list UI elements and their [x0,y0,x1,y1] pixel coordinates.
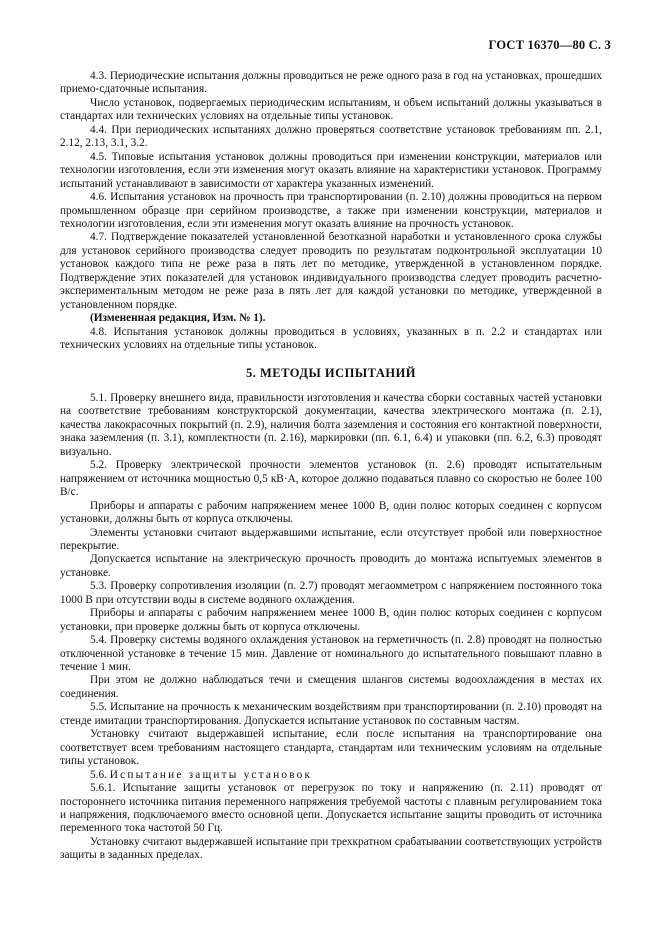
paragraph: Элементы установки считают выдержавшими испытание, если отсутствует пробой или поверхностное перекрытие. [60,526,602,552]
paragraph-4-4: 4.4. При периодических испытаниях должно проверяться соответствие установок требованиям пп. 2.1, 2.12, 2.13, 3.1, 3.2. [60,123,602,150]
paragraph-4-5: 4.5. Типовые испытания установок должны проводиться при изменении конструкции, материалов или технологии изготовления, если эти изменения могут оказать влияние на характеристики установок. Программу испытаний устанавливают в зависимости от характера указанных изменений. [60,150,602,190]
paragraph: При этом не должно наблюдаться течи и смещения шлангов системы водоохлаждения в местах их соединения. [60,674,602,700]
paragraph-4-6: 4.6. Испытания установок на прочность при транспортировании (п. 2.10) должны проводиться на первом промышленном образце при серийном производстве, а также при изменении конструкции, материалов и технологии изготовления, если эти изменения могут оказать влияние на прочность установок. [60,191,602,230]
paragraph-5-6-1: 5.6.1. Испытание защиты установок от перегрузок по току и напряжению (п. 2.11) проводят от постороннего источника питания переменного напряжения требуемой частоты с плавным регулированием тока и напряжения, подключаемого вместо основной цепи. Допускается испытание защиты проводить от источника переменного тока частотой 50 Гц. [60,782,602,835]
paragraph-4-8: 4.8. Испытания установок должны проводиться в условиях, указанных в п. 2.2 и стандартах или технических условиях на отдельные типы установок. [60,325,602,352]
paragraph-5-3: 5.3. Проверку сопротивления изоляции (п. 2.7) проводят мегаомметром с напряжением постоянного тока 1000 В при отсутствии воды в системе водяного охлаждения. [60,580,602,606]
paragraph: Установку считают выдержавшей испытание при трехкратном срабатывании соответствующих устройств защиты в заданных пределах. [60,835,602,862]
paragraph-5-2: 5.2. Проверку электрической прочности элементов установок (п. 2.6) проводят испытательным напряжением от источника мощностью 0,5 кВ·А, которое должно подаваться плавно со скоростью не более 100 В/с. [60,459,602,499]
section-heading: 5. МЕТОДЫ ИСПЫТАНИЙ [245,365,417,380]
paragraph-5-1: 5.1. Проверку внешнего вида, правильности изготовления и качества сборки составных частей установки на соответствие требованиям конструкторской документации, качества электрического монтажа (п. 2.1), качества лакокрасочных покрытий (п. 2.9), наличия болта заземления и состояния его контактной поверхности, знака заземления (п. 3.1), комплектности (п. 2.16), маркировки (пп. 6.1, 6.4) и упаковки (пп. 6.2, 6.3) проводят визуально. [60,391,602,458]
subsection-heading [60,769,602,782]
paragraph-5-4: 5.4. Проверку системы водяного охлаждения установок на герметичность (п. 2.8) проводят на полностью отключенной установке в течение 15 мин. Давление от номинального до испытательного повышают плавно в течение 1 мин. [60,634,602,674]
paragraph: Приборы и аппараты с рабочим напряжением менее 1000 В, один полюс которых соединен с корпусом установки, должны быть от корпуса отключены. [60,499,602,526]
paragraph: Установку считают выдержавшей испытание, если после испытания на транспортирование она соответствует всем требованиям настоящего стандарта, стандартам или техническим условиям на отдельные типы установок. [60,728,602,768]
paragraph: Приборы и аппараты с рабочим напряжением менее 1000 В, один полюс которых соединен с корпусом установки, при проверке должны быть от корпуса отключены. [60,607,602,633]
running-header: ГОСТ 16370—80 С. 3 [488,38,611,52]
page-body [60,70,602,863]
amendment-note: (Измененная редакция, Изм. № 1). [90,312,266,325]
paragraph-4-7: 4.7. Подтверждение показателей установленной безотказной наработки и установленного срока службы для установок серийного производства следует проводить по результатам подконтрольной эксплуатации 10 установок каждого типа не реже раза в пять лет по методике, утвержденной в установленном порядке. Подтверждение этих показателей для установок индивидуального производства следует проводить расчетно-экспериментальным методом не реже раза в пять лет для каждой установки по методике, утвержденной в установленном порядке. [60,231,602,311]
paragraph: Допускается испытание на электрическую прочность проводить до монтажа испытуемых элементов в установке. [60,553,602,579]
subsection-title: Испытание защиты установок [109,768,313,781]
subsection-number: 5.6. [90,768,107,781]
paragraph-5-5: 5.5. Испытание на прочность к механическим воздействиям при транспортировании (п. 2.10) проводят на стенде имитации транспортирования. Допускается испытание установок по составным частям. [60,701,602,727]
paragraph-4-3: 4.3. Периодические испытания должны проводиться не реже одного раза в год на установках, прошедших приемо-сдаточные испытания. [60,70,602,96]
paragraph: Число установок, подвергаемых периодическим испытаниям, и объем испытаний должны указываться в стандартах или технических условиях на отдельные типы установок. [60,96,602,123]
